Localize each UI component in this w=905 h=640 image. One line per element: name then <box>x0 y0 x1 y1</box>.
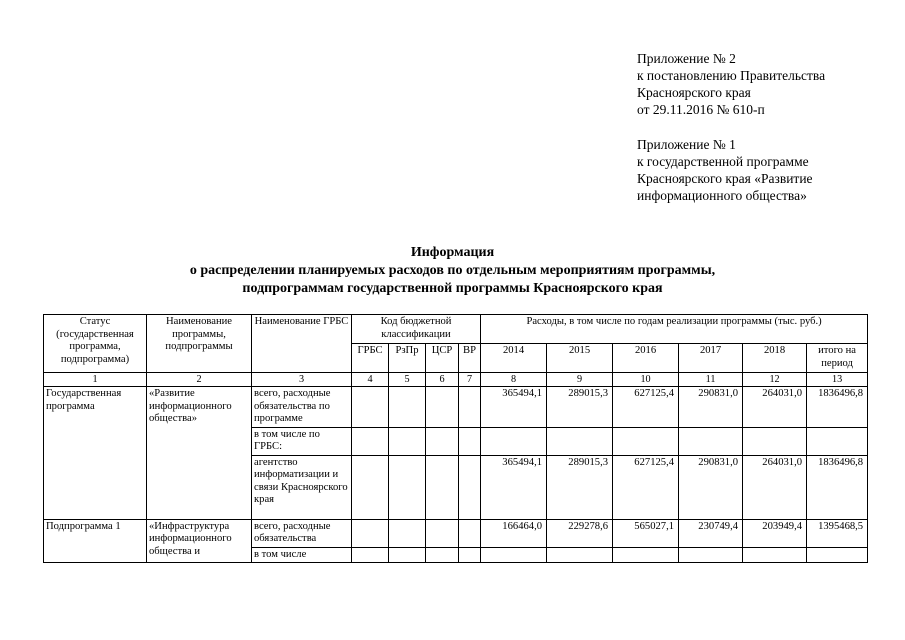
code-cell <box>389 519 426 547</box>
value-cell <box>481 547 547 563</box>
column-number: 13 <box>807 373 868 387</box>
code-cell <box>389 387 426 428</box>
appendix-2-block <box>637 50 825 118</box>
value-cell: 290831,0 <box>679 455 743 519</box>
value-cell <box>807 547 868 563</box>
value-cell: 203949,4 <box>743 519 807 547</box>
code-cell <box>352 387 389 428</box>
column-number: 2 <box>147 373 252 387</box>
value-cell <box>679 547 743 563</box>
grbs-cell: в том числе <box>252 547 352 563</box>
appendix-1-line: Красноярского края «Развитие <box>637 171 813 186</box>
header-2018: 2018 <box>743 344 807 373</box>
column-number: 10 <box>613 373 679 387</box>
value-cell: 229278,6 <box>547 519 613 547</box>
code-cell <box>352 455 389 519</box>
value-cell: 290831,0 <box>679 387 743 428</box>
value-cell: 1395468,5 <box>807 519 868 547</box>
program-name-cell: «Развитие информационного общества» <box>147 387 252 520</box>
appendix-1-block <box>637 136 825 204</box>
header-rzpr: РзПр <box>389 344 426 373</box>
column-number: 1 <box>44 373 147 387</box>
column-number: 5 <box>389 373 426 387</box>
header-program-name: Наименование программы, подпрограммы <box>147 315 252 373</box>
grbs-cell: всего, расходные обязательства <box>252 519 352 547</box>
appendix-2-line: Приложение № 2 <box>637 51 736 66</box>
value-cell: 264031,0 <box>743 387 807 428</box>
column-number-row <box>44 373 868 387</box>
status-cell: Государственная программа <box>44 387 147 520</box>
program-name-cell: «Инфраструктура информационного общества и <box>147 519 252 563</box>
appendix-1-line: информационного общества» <box>637 188 807 203</box>
column-number: 7 <box>459 373 481 387</box>
table-row <box>44 519 868 547</box>
status-cell: Подпрограмма 1 <box>44 519 147 563</box>
title-line: о распределении планируемых расходов по отдельным мероприятиям программы, <box>189 263 716 278</box>
value-cell <box>547 547 613 563</box>
value-cell: 627125,4 <box>613 455 679 519</box>
column-number: 3 <box>252 373 352 387</box>
grbs-cell: всего, расходные обязательства по программе <box>252 387 352 428</box>
code-cell <box>459 519 481 547</box>
header-2016: 2016 <box>613 344 679 373</box>
column-number: 9 <box>547 373 613 387</box>
code-cell <box>459 455 481 519</box>
code-cell <box>459 427 481 455</box>
appendix-2-line: к постановлению Правительства <box>637 68 826 83</box>
code-cell <box>389 547 426 563</box>
value-cell: 289015,3 <box>547 387 613 428</box>
value-cell <box>613 547 679 563</box>
header-vr: ВР <box>459 344 481 373</box>
code-cell <box>459 547 481 563</box>
value-cell <box>743 547 807 563</box>
title-line: Информация <box>410 245 495 260</box>
value-cell <box>743 427 807 455</box>
value-cell <box>807 427 868 455</box>
value-cell: 289015,3 <box>547 455 613 519</box>
appendix-2-line: от 29.11.2016 № 610-п <box>637 102 765 117</box>
title-line: подпрограммам государственной программы Красноярского края <box>242 281 663 296</box>
grbs-cell: агентство информатизации и связи Красноярского края <box>252 455 352 519</box>
code-cell <box>352 519 389 547</box>
column-number: 8 <box>481 373 547 387</box>
code-cell <box>352 427 389 455</box>
header-grbs: ГРБС <box>352 344 389 373</box>
code-cell <box>426 427 459 455</box>
header-expenses: Расходы, в том числе по годам реализации программы (тыс. руб.) <box>481 315 868 344</box>
value-cell: 264031,0 <box>743 455 807 519</box>
header-budget-code: Код бюджетной классификации <box>352 315 481 344</box>
code-cell <box>426 387 459 428</box>
header-2014: 2014 <box>481 344 547 373</box>
grbs-cell: в том числе по ГРБС: <box>252 427 352 455</box>
header-row <box>44 315 868 344</box>
header-status: Статус (государственная программа, подпрограмма) <box>44 315 147 373</box>
value-cell: 166464,0 <box>481 519 547 547</box>
column-number: 6 <box>426 373 459 387</box>
code-cell <box>389 427 426 455</box>
value-cell: 565027,1 <box>613 519 679 547</box>
value-cell: 365494,1 <box>481 455 547 519</box>
value-cell <box>679 427 743 455</box>
code-cell <box>389 455 426 519</box>
value-cell: 230749,4 <box>679 519 743 547</box>
header-2017: 2017 <box>679 344 743 373</box>
document-title <box>0 244 905 298</box>
value-cell <box>547 427 613 455</box>
value-cell: 1836496,8 <box>807 455 868 519</box>
appendix-header <box>637 50 825 222</box>
code-cell <box>426 455 459 519</box>
column-number: 4 <box>352 373 389 387</box>
value-cell: 365494,1 <box>481 387 547 428</box>
code-cell <box>426 547 459 563</box>
header-total: итого на период <box>807 344 868 373</box>
value-cell <box>481 427 547 455</box>
column-number: 12 <box>743 373 807 387</box>
column-number: 11 <box>679 373 743 387</box>
appendix-2-line: Красноярского края <box>637 85 751 100</box>
value-cell: 627125,4 <box>613 387 679 428</box>
value-cell <box>613 427 679 455</box>
appendix-1-line: Приложение № 1 <box>637 137 736 152</box>
table-row <box>44 387 868 428</box>
expenses-table <box>43 314 868 563</box>
header-grbs-name: Наименование ГРБС <box>252 315 352 373</box>
code-cell <box>426 519 459 547</box>
value-cell: 1836496,8 <box>807 387 868 428</box>
appendix-1-line: к государственной программе <box>637 154 809 169</box>
header-2015: 2015 <box>547 344 613 373</box>
header-csr: ЦСР <box>426 344 459 373</box>
code-cell <box>459 387 481 428</box>
code-cell <box>352 547 389 563</box>
